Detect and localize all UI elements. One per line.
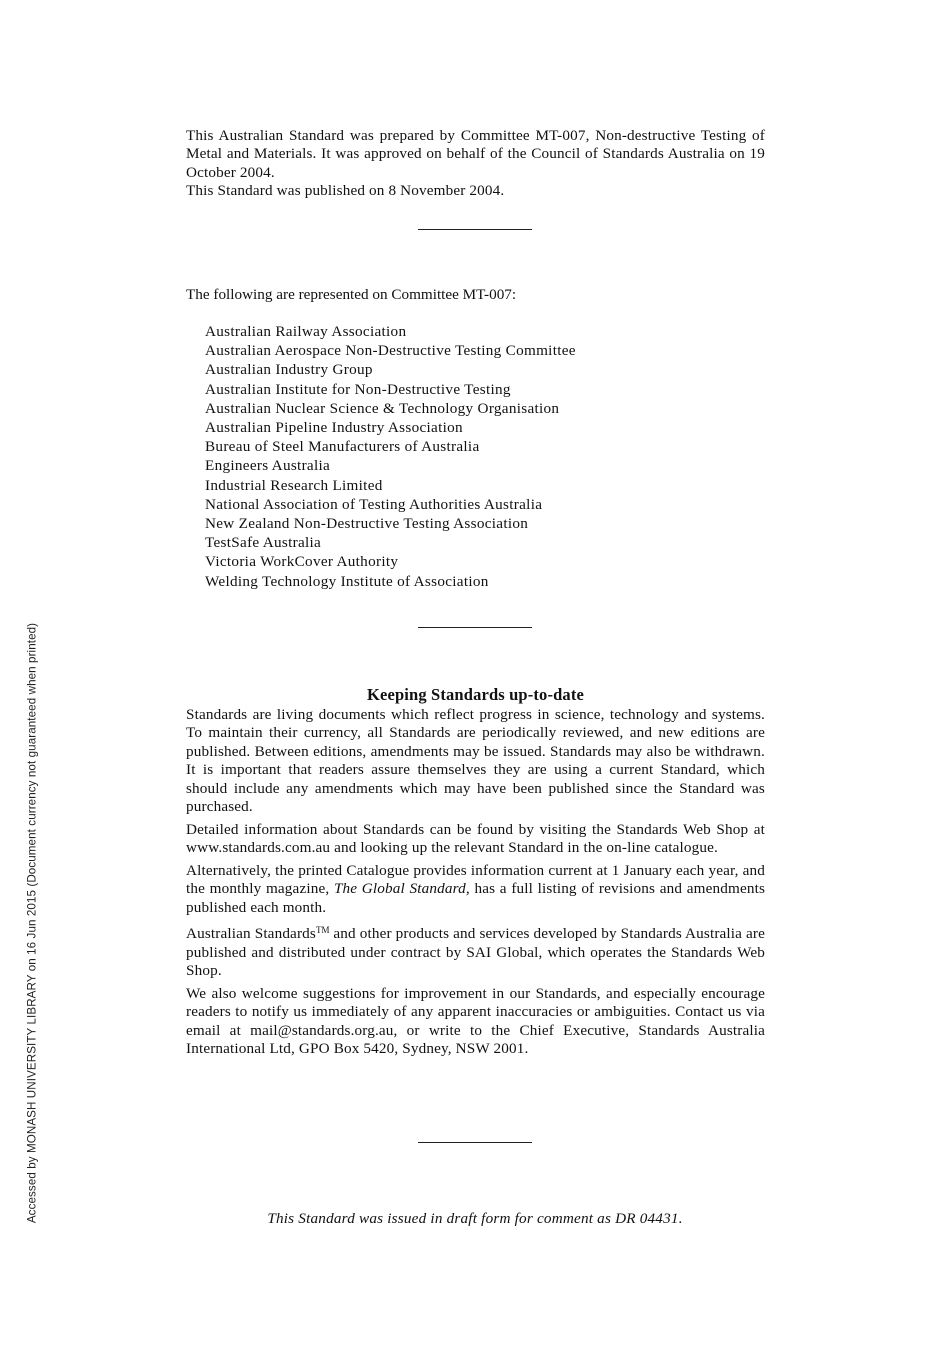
paragraph-distribution <box>186 921 765 980</box>
trademark-mark: TM <box>315 925 330 936</box>
distribution-text-start: Australian Standards <box>186 925 316 943</box>
section-divider <box>418 627 532 628</box>
section-heading: Keeping Standards up-to-date <box>367 685 584 704</box>
section-divider <box>418 229 532 230</box>
access-watermark: Accessed by MONASH UNIVERSITY LIBRARY on 16 Jun 2015 (Document currency not guaranteed when printed) <box>25 622 39 1224</box>
paragraph-living-documents: Standards are living documents which reflect progress in science, technology and systems. To maintain their currency, all Standards are periodically reviewed, and new editions are published. Between editions, amendments may be issued. Standards may also be withdrawn. It is important that readers assure themselves they are using a current Standard, which should include any amendments which may have been published since the Standard was purchased. <box>186 706 765 816</box>
draft-note: This Standard was issued in draft form for comment as DR 04431. <box>267 1210 683 1227</box>
magazine-title: The Global Standard <box>333 880 466 898</box>
committee-member: TestSafe Australia <box>205 534 322 552</box>
committee-member: National Association of Testing Authorities Australia <box>205 495 543 513</box>
section-divider <box>418 1142 532 1143</box>
committee-member: Australian Pipeline Industry Association <box>205 419 463 437</box>
keeping-standards-section <box>186 684 765 1063</box>
publication-date-text: This Standard was published on 8 November 2004. <box>186 182 505 200</box>
committee-member: Australian Institute for Non-Destructive Testing <box>205 380 511 398</box>
committee-member: New Zealand Non-Destructive Testing Association <box>205 515 529 533</box>
committee-member: Australian Aerospace Non-Destructive Testing Committee <box>205 342 576 360</box>
approval-text: This Australian Standard was prepared by Committee MT-007, Non-destructive Testing of Metal and Materials. It was approved on behalf of the Council of Standards Australia on 19 October 2004. <box>186 127 765 181</box>
preparation-statement <box>186 127 765 201</box>
committee-members-intro: The following are represented on Committee MT-007: <box>186 286 517 303</box>
catalogue-text-end: , has a full listing of revisions and amendments published each month. <box>186 880 766 916</box>
committee-member: Welding Technology Institute of Association <box>205 572 489 590</box>
paragraph-catalogue <box>186 862 765 917</box>
committee-member: Industrial Research Limited <box>205 476 383 494</box>
committee-member: Australian Nuclear Science & Technology Organisation <box>205 399 560 417</box>
committee-member: Bureau of Steel Manufacturers of Australia <box>205 438 480 456</box>
committee-member: Australian Industry Group <box>205 361 373 379</box>
distribution-text-end: and other products and services developed by Standards Australia are published and distributed under contract by SAI Global, which operates the Standards Web Shop. <box>186 925 765 980</box>
committee-member: Victoria WorkCover Authority <box>205 553 399 571</box>
paragraph-web-shop: Detailed information about Standards can be found by visiting the Standards Web Shop at www.standards.com.au and looking up the relevant Standard in the on-line catalogue. <box>186 820 765 857</box>
catalogue-text-start: Alternatively, the printed Catalogue provides information current at 1 January each year, and the monthly magazine, <box>186 861 765 898</box>
committee-member: Engineers Australia <box>205 457 331 475</box>
committee-members-list <box>205 322 765 591</box>
paragraph-contact: We also welcome suggestions for improvement in our Standards, and especially encourage readers to notify us immediately of any apparent inaccuracies or ambiguities. Contact us via email at mail@standards.org.au, or write to the Chief Executive, Standards Australia International Ltd, GPO Box 5420, Sydney, NSW 2001. <box>186 984 765 1058</box>
committee-member: Australian Railway Association <box>205 323 407 340</box>
